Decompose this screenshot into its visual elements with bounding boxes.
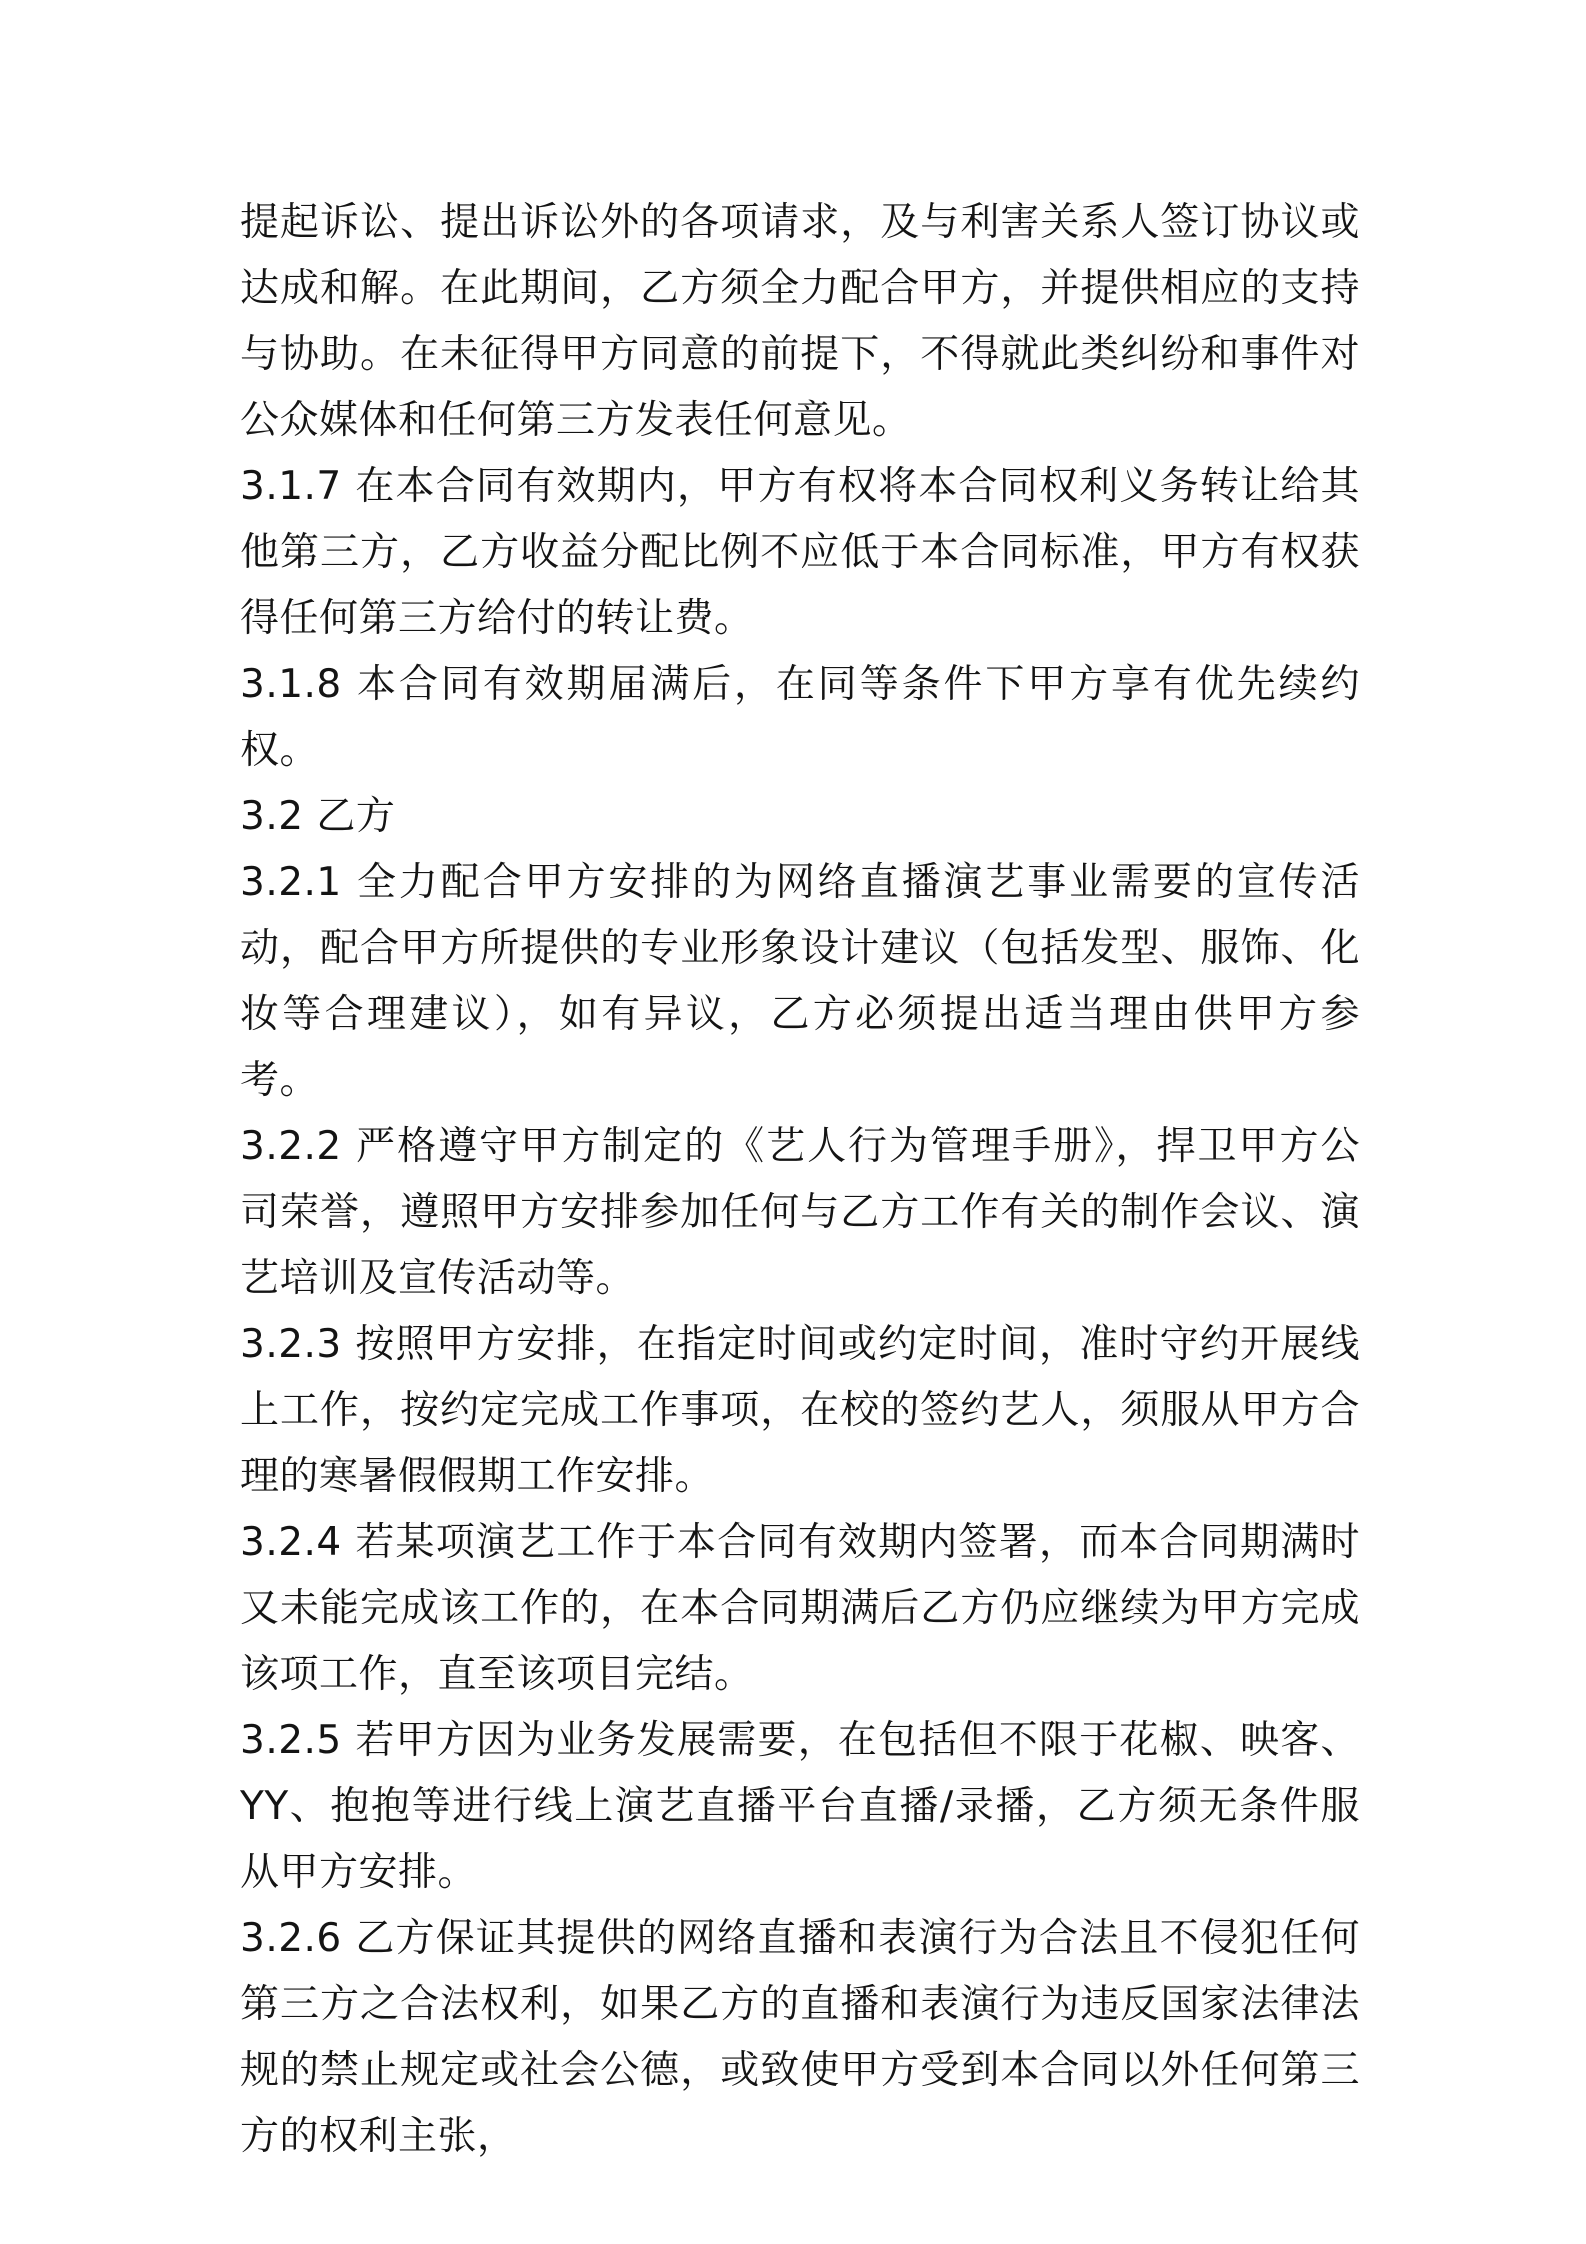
clause-3-2-1: 3.2.1 全力配合甲方安排的为网络直播演艺事业需要的宣传活动，配合甲方所提供的专业形象设计建议（包括发型、服饰、化妆等合理建议），如有异议，乙方必须提出适当理由供甲方参考。: [240, 860, 1360, 1103]
paragraph-continuation: 提起诉讼、提出诉讼外的各项请求，及与利害关系人签订协议或达成和解。在此期间，乙方须全力配合甲方，并提供相应的支持与协助。在未征得甲方同意的前提下，不得就此类纠纷和事件对公众媒体和任何第三方发表任何意见。: [240, 200, 1360, 443]
clause-3-1-8: 3.1.8 本合同有效期届满后，在同等条件下甲方享有优先续约权。: [240, 662, 1360, 773]
clause-3-2-5: 3.2.5 若甲方因为业务发展需要，在包括但不限于花椒、映客、YY、抱抱等进行线上演艺直播平台直播/录播，乙方须无条件服从甲方安排。: [240, 1718, 1360, 1895]
clause-3-2-4: 3.2.4 若某项演艺工作于本合同有效期内签署，而本合同期满时又未能完成该工作的，在本合同期满后乙方仍应继续为甲方完成该项工作，直至该项目完结。: [240, 1520, 1360, 1697]
clause-3-2-3: 3.2.3 按照甲方安排，在指定时间或约定时间，准时守约开展线上工作，按约定完成工作事项，在校的签约艺人，须服从甲方合理的寒暑假假期工作安排。: [240, 1322, 1360, 1499]
clause-3-2-2: 3.2.2 严格遵守甲方制定的《艺人行为管理手册》，捍卫甲方公司荣誉，遵照甲方安排参加任何与乙方工作有关的制作会议、演艺培训及宣传活动等。: [240, 1124, 1360, 1301]
clause-3-2-6: 3.2.6 乙方保证其提供的网络直播和表演行为合法且不侵犯任何第三方之合法权利，如果乙方的直播和表演行为违反国家法律法规的禁止规定或社会公德，或致使甲方受到本合同以外任何第三方的权利主张，: [240, 1916, 1360, 2159]
section-heading-3-2: 3.2 乙方: [240, 794, 396, 839]
clause-3-1-7: 3.1.7 在本合同有效期内，甲方有权将本合同权利义务转让给其他第三方，乙方收益分配比例不应低于本合同标准，甲方有权获得任何第三方给付的转让费。: [240, 464, 1360, 641]
document-body: [240, 190, 1360, 2170]
